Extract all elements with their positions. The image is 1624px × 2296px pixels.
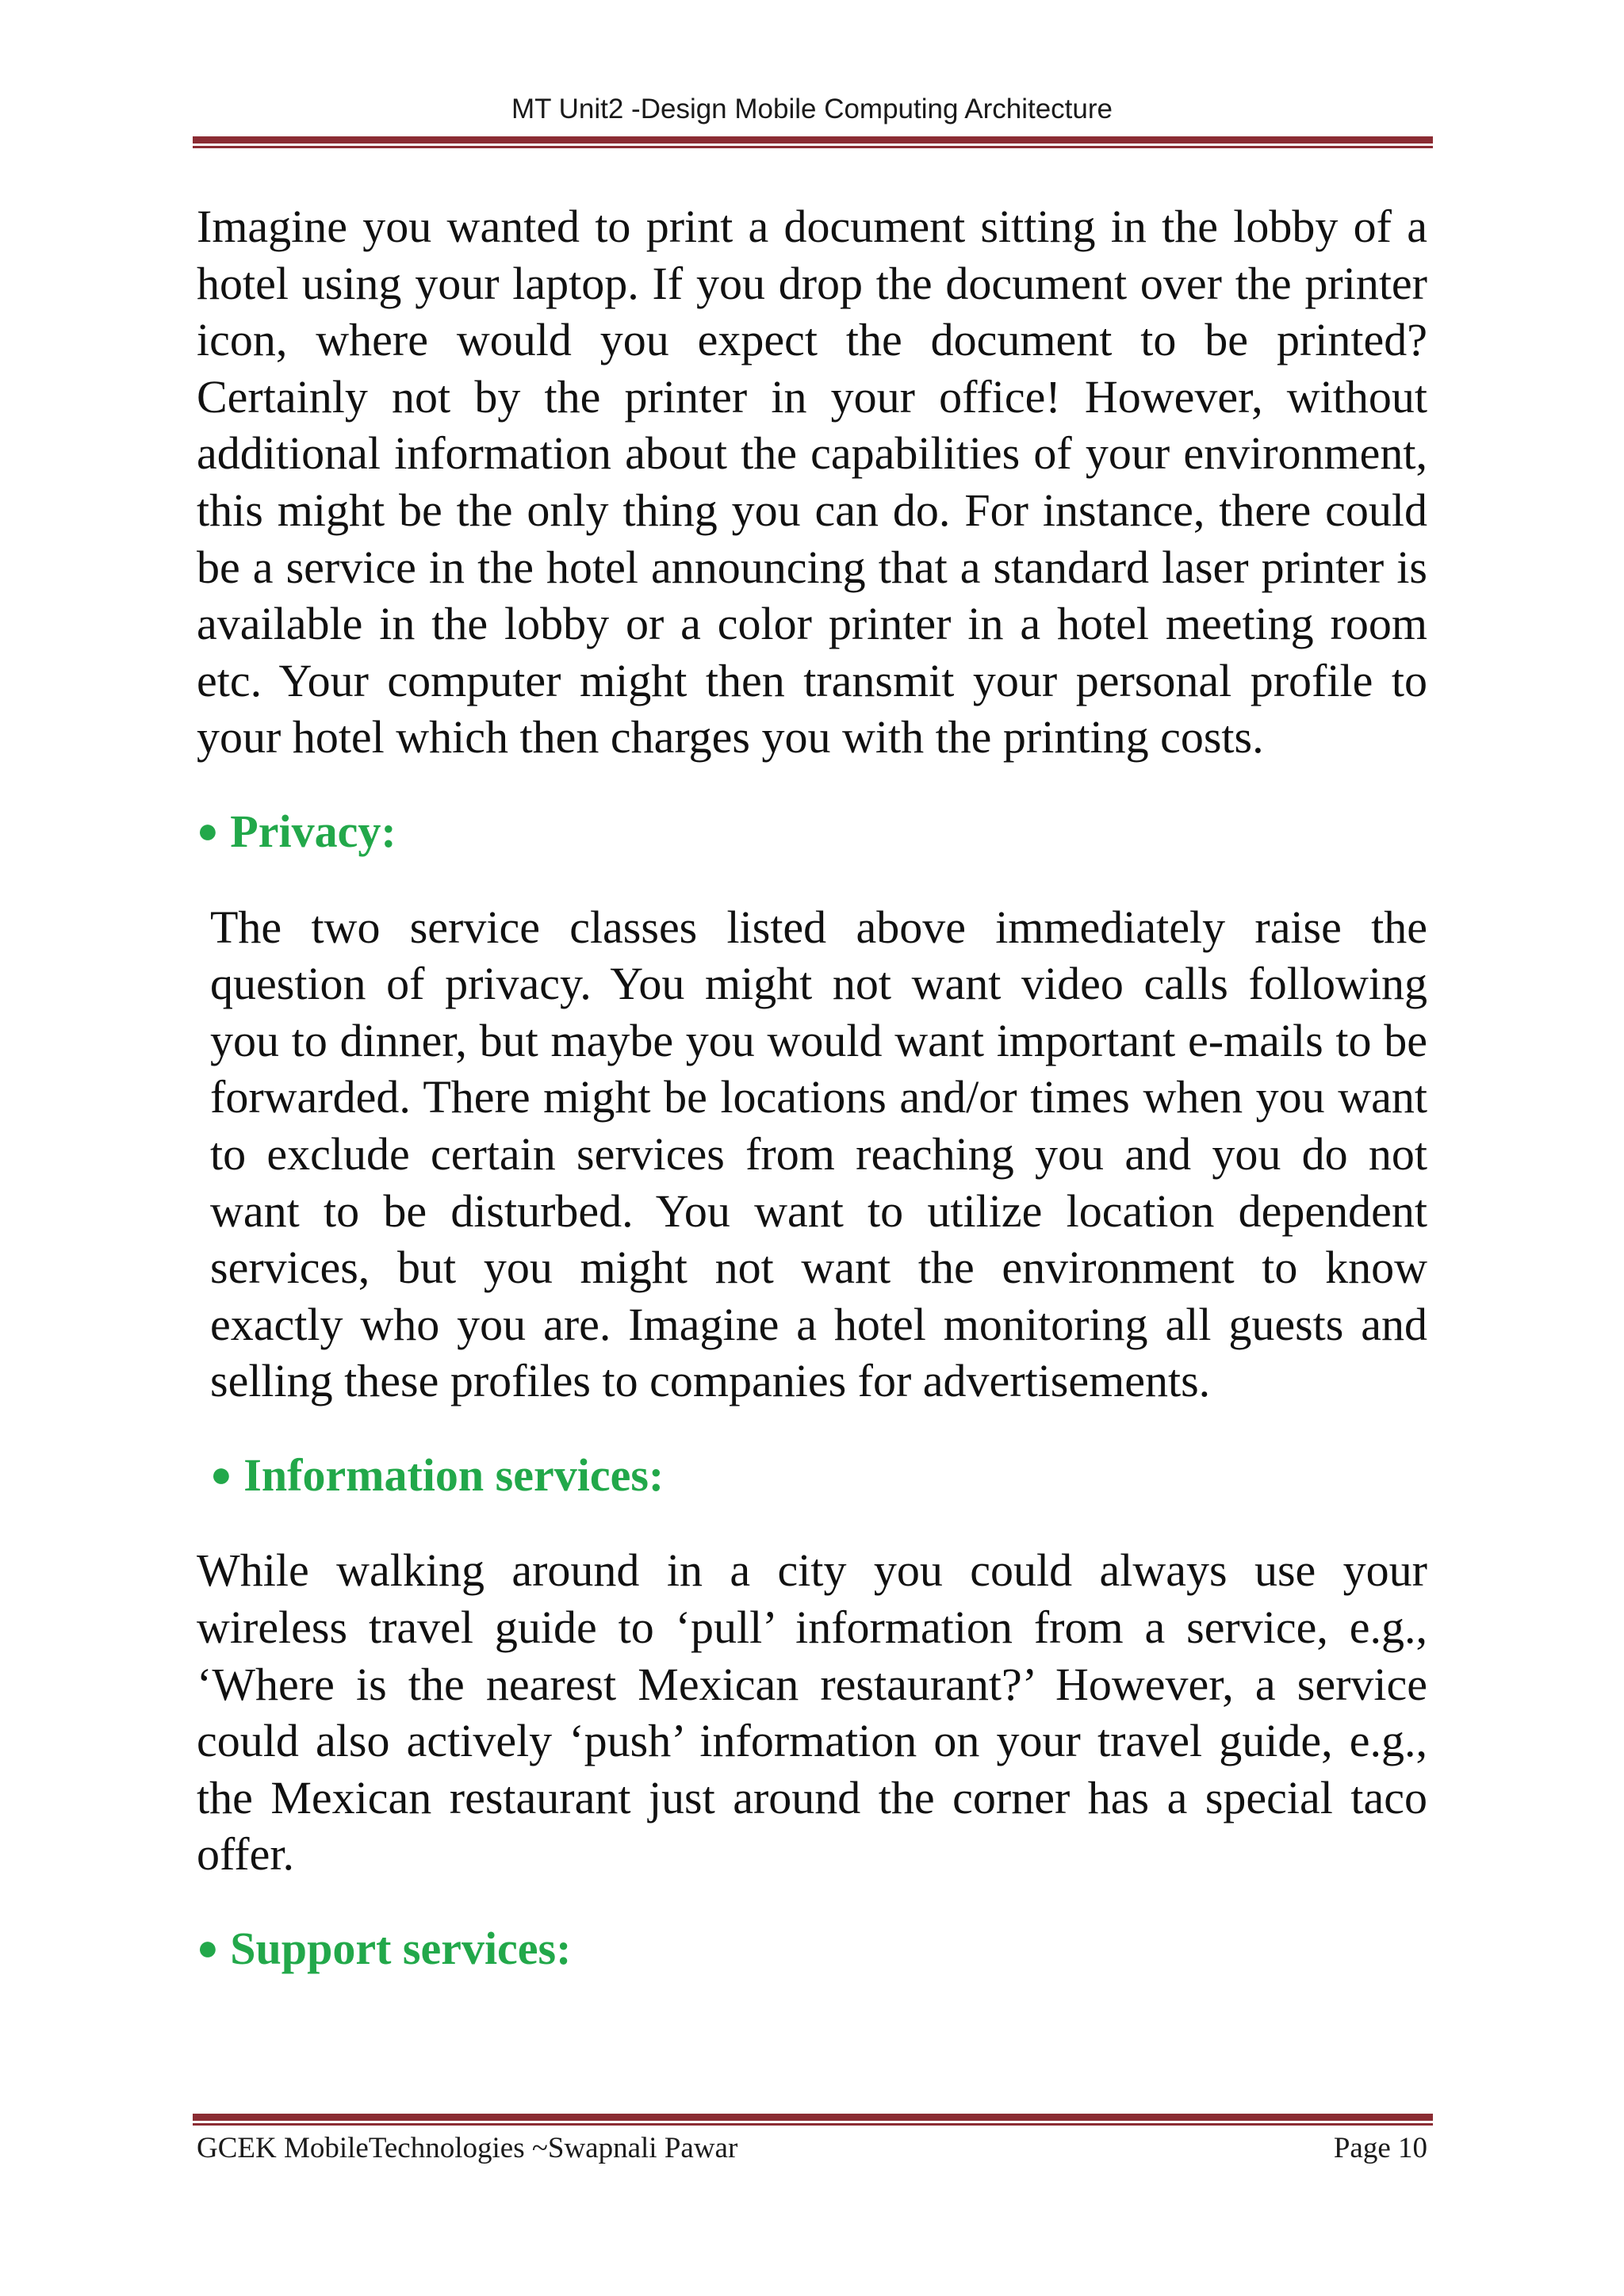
page-content <box>197 198 1427 1980</box>
footer-page-number: Page 10 <box>1333 2132 1427 2164</box>
footer-rule <box>193 2114 1433 2126</box>
heading-information-services <box>197 1447 1427 1507</box>
heading-support-services-label: Support services: <box>230 1923 572 1975</box>
footer-author: GCEK MobileTechnologies ~Swapnali Pawar <box>197 2132 738 2164</box>
heading-privacy-label: Privacy: <box>230 805 396 857</box>
header-rule <box>193 136 1433 148</box>
paragraph-information-services: While walking around in a city you could always use your wireless travel guide to ‘pull’ information from a service, e.g., ‘Where is the nearest Mexican restaurant?’ However, a service could also actively ‘push’ information on your travel guide, e.g., the Mexican restaurant just around the corner has a special taco offer. <box>197 1544 1427 1881</box>
heading-support-services <box>197 1920 1427 1980</box>
page-header-title: MT Unit2 -Design Mobile Computing Architecture <box>511 94 1113 124</box>
bullet-icon: ● <box>197 1927 219 1969</box>
heading-privacy <box>197 803 1427 863</box>
paragraph-privacy: The two service classes listed above immediately raise the question of privacy. You might not want video calls following you to dinner, but maybe you would want important e-mails to be forwarded. There might be locations and/or times when you want to exclude certain services from reaching you and you do not want to be disturbed. You want to utilize location dependent services, but you might not want the environment to know exactly who you are. Imagine a hotel monitoring all guests and selling these profiles to companies for advertisements. <box>210 901 1427 1407</box>
bullet-icon: ● <box>210 1453 232 1494</box>
heading-information-services-label: Information services: <box>243 1448 665 1501</box>
bullet-icon: ● <box>197 809 219 851</box>
paragraph-printing: Imagine you wanted to print a document sitting in the lobby of a hotel using your laptop. If you drop the document over the printer icon, where would you expect the document to be printed? Certainly not by the printer in your office! However, without additional information about the capabilities of your environment, this might be the only thing you can do. For instance, there could be a service in the hotel announcing that a standard laser printer is available in the lobby or a color printer in a hotel meeting room etc. Your computer might then transmit your personal profile to your hotel which then charges you with the printing costs. <box>197 201 1427 763</box>
